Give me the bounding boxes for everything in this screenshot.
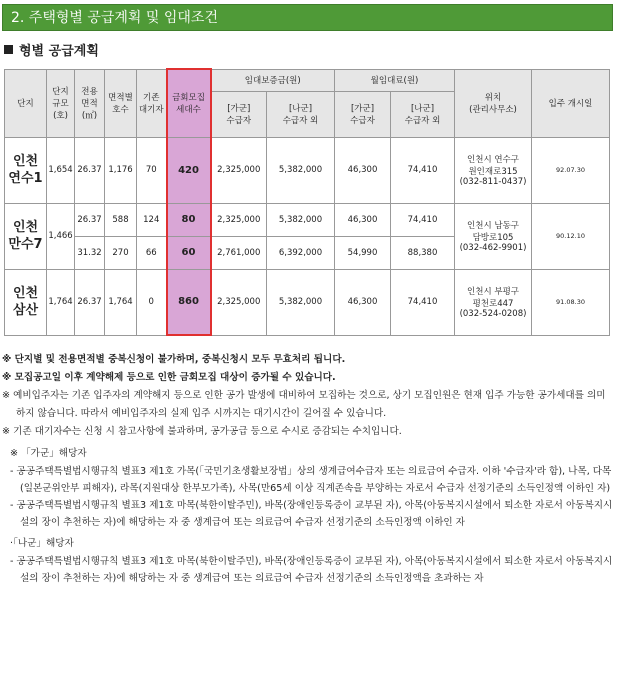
cell-deposit-na: 5,382,000 — [267, 137, 335, 203]
cell-recruit: 80 — [167, 203, 211, 236]
cell-recruit: 860 — [167, 269, 211, 335]
cell-rent-ga: 54,990 — [335, 236, 391, 269]
cell-scale: 1,764 — [47, 269, 75, 335]
cell-scale: 1,466 — [47, 203, 75, 269]
cell-location: 인천시 연수구 원인재로315 (032-811-0437) — [455, 137, 532, 203]
cell-deposit-ga: 2,325,000 — [211, 203, 267, 236]
header-recruit: 금회모집 세대수 — [167, 69, 211, 137]
table-row — [5, 137, 610, 203]
header-rent-group: 월임대료(원) — [335, 69, 455, 91]
sub-title: 형별 공급계획 — [19, 44, 99, 59]
cell-deposit-na: 5,382,000 — [267, 203, 335, 236]
note-item: ※ 예비입주자는 기존 입주자의 계약해지 등으로 인한 공가 발생에 대비하여 모집하는 것으로, 상기 모집인원은 현재 입주 가능한 공가세대를 의미하지 않습니다. 따라서 예비입주자의 실제 입주 시까지는 대기시간이 길어질 수 있습니다. — [2, 390, 606, 419]
supply-plan-table — [4, 68, 610, 336]
note-item: ※ 기존 대기자수는 신청 시 참고사항에 불과하며, 공가공급 등으로 수시로 증감되는 수치입니다. — [2, 426, 402, 437]
header-deposit-group: 임대보증금(원) — [211, 69, 335, 91]
cell-units: 1,176 — [105, 137, 137, 203]
header-complex: 단지 — [5, 69, 47, 137]
header-deposit-na: [나군] 수급자 외 — [267, 91, 335, 137]
cell-deposit-ga: 2,325,000 — [211, 137, 267, 203]
cell-rent-ga: 46,300 — [335, 269, 391, 335]
section-title: 2. 주택형별 공급계획 및 임대조건 — [2, 4, 613, 31]
cell-rent-na: 74,410 — [391, 203, 455, 236]
group-item: - 공공주택특별법시행규칙 별표3 제1호 가목(「국민기초생활보장법」상의 생계급여수급자 또는 의료급여 수급자. 이하 '수급자'라 함), 나목, 다목(일본군위안부 피해자), 라목(지원대상 한부모가족), 사목(만65세 이상 직계존속을 부양하는 자로서 수급자 선정기준의 소득인정액 이하인 자) — [10, 466, 612, 494]
complex-name: 인천 연수1 — [5, 137, 47, 203]
cell-rent-na: 74,410 — [391, 269, 455, 335]
cell-waiting: 124 — [137, 203, 167, 236]
header-move-in: 입주 개시일 — [532, 69, 610, 137]
cell-units: 1,764 — [105, 269, 137, 335]
cell-recruit: 60 — [167, 236, 211, 269]
cell-deposit-na: 5,382,000 — [267, 269, 335, 335]
square-bullet-icon — [4, 45, 13, 54]
complex-name: 인천 만수7 — [5, 203, 47, 269]
group-item: - 공공주택특별법시행규칙 별표3 제1호 마목(북한이탈주민), 바목(장애인등록증이 교부된 자), 아목(아동복지시설에서 퇴소한 자로서 아동복지시설의 장이 추천하는 자)에 해당하는 자 중 생계급여 또는 의료급여 수급자 선정기준의 소득인정액 이하인 자 — [10, 500, 613, 528]
header-rent-ga: [가군] 수급자 — [335, 91, 391, 137]
note-item: ※ 모집공고일 이후 계약해제 등으로 인한 금회모집 대상이 증가될 수 있습니다. — [2, 372, 336, 383]
cell-location: 인천시 부평구 평천로447 (032-524-0208) — [455, 269, 532, 335]
sub-title-row — [4, 40, 99, 59]
cell-location: 인천시 남동구 담방로105 (032-462-9901) — [455, 203, 532, 269]
cell-move-in: 92.07.30 — [532, 137, 610, 203]
header-area: 전용 면적 (㎡) — [75, 69, 105, 137]
cell-area: 31.32 — [75, 236, 105, 269]
group-title: ※ 「가군」해당자 — [10, 448, 87, 459]
cell-move-in: 91.08.30 — [532, 269, 610, 335]
cell-rent-na: 74,410 — [391, 137, 455, 203]
cell-move-in: 90.12.10 — [532, 203, 610, 269]
cell-deposit-ga: 2,325,000 — [211, 269, 267, 335]
header-deposit-ga: [가군] 수급자 — [211, 91, 267, 137]
group-item: - 공공주택특별법시행규칙 별표3 제1호 마목(북한이탈주민), 바목(장애인등록증이 교부된 자), 아목(아동복지시설에서 퇴소한 자로서 아동복지시설의 장이 추천하는 자)에 해당하는 자 중 생계급여 또는 의료급여 수급자 선정기준의 소득인정액을 초과하는 자 — [10, 556, 613, 584]
header-row-1 — [5, 69, 610, 91]
cell-waiting: 70 — [137, 137, 167, 203]
cell-units: 588 — [105, 203, 137, 236]
cell-rent-ga: 46,300 — [335, 137, 391, 203]
cell-deposit-na: 6,392,000 — [267, 236, 335, 269]
cell-rent-na: 88,380 — [391, 236, 455, 269]
header-area-units: 면적별 호수 — [105, 69, 137, 137]
cell-waiting: 66 — [137, 236, 167, 269]
group-ga — [2, 445, 614, 531]
header-scale: 단지 규모 (호) — [47, 69, 75, 137]
header-rent-na: [나군] 수급자 외 — [391, 91, 455, 137]
cell-area: 26.37 — [75, 137, 105, 203]
table-row — [5, 269, 610, 335]
cell-scale: 1,654 — [47, 137, 75, 203]
cell-waiting: 0 — [137, 269, 167, 335]
group-na — [2, 535, 614, 587]
header-waiting: 기존 대기자 — [137, 69, 167, 137]
complex-name: 인천 삼산 — [5, 269, 47, 335]
cell-area: 26.37 — [75, 269, 105, 335]
cell-area: 26.37 — [75, 203, 105, 236]
cell-units: 270 — [105, 236, 137, 269]
notes — [2, 351, 614, 587]
cell-deposit-ga: 2,761,000 — [211, 236, 267, 269]
note-item: ※ 단지별 및 전용면적별 중복신청이 불가하며, 중복신청시 모두 무효처리 됩니다. — [2, 354, 346, 365]
group-title: ·「나군」해당자 — [10, 538, 74, 549]
header-location: 위치 (관리사무소) — [455, 69, 532, 137]
cell-rent-ga: 46,300 — [335, 203, 391, 236]
table-row — [5, 203, 610, 236]
cell-recruit: 420 — [167, 137, 211, 203]
